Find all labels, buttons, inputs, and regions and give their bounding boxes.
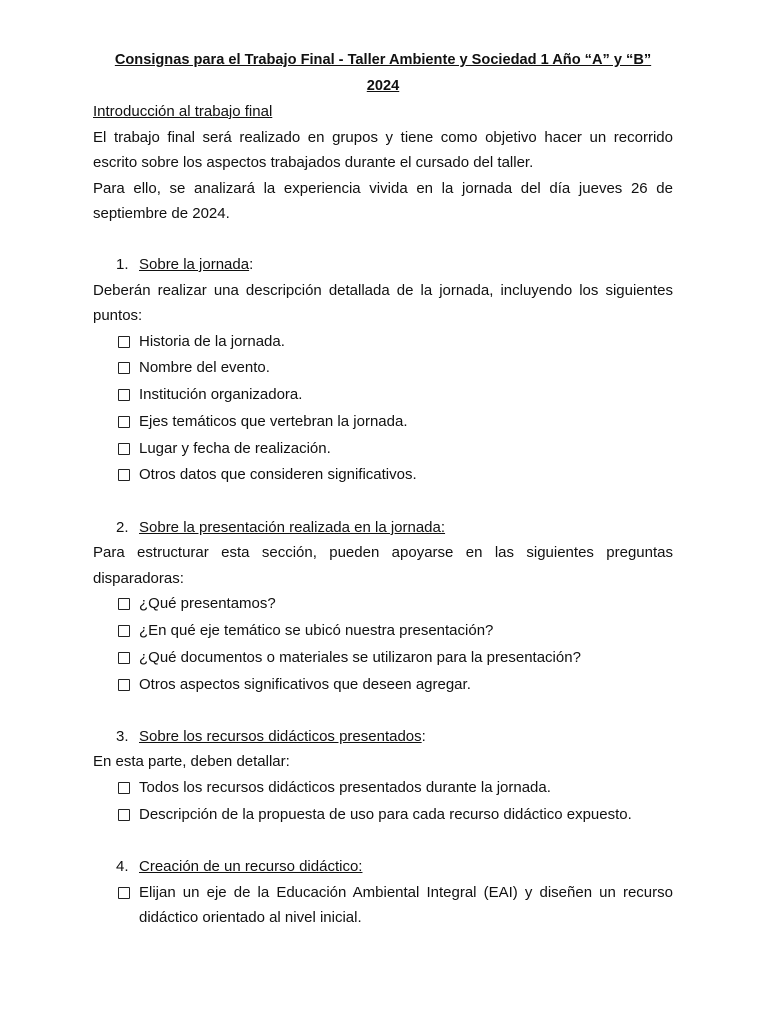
checkbox-icon[interactable] (118, 679, 130, 691)
section-heading-text: Sobre la jornada (139, 256, 250, 273)
section-4 (93, 854, 673, 931)
list-item (93, 775, 673, 801)
list-item (93, 672, 673, 698)
list-item-text: ¿Qué presentamos? (139, 595, 276, 613)
intro-paragraph-2: Para ello, se analizará la experiencia vivida en la jornada del día jueves 26 de septiembre de 2024. (93, 179, 673, 222)
checklist (93, 591, 673, 697)
checklist (93, 880, 673, 931)
section-number: 3. (116, 727, 129, 745)
list-item (93, 645, 673, 671)
section-3 (93, 724, 673, 827)
list-item (93, 462, 673, 488)
checklist (93, 775, 673, 827)
section-heading-text: Sobre la presentación realizada en la jornada: (139, 518, 446, 536)
list-item-text: Lugar y fecha de realización. (139, 439, 331, 457)
section-heading-suffix: : (249, 256, 254, 273)
checkbox-icon[interactable] (118, 598, 130, 610)
list-item (93, 591, 673, 617)
list-item (93, 409, 673, 435)
spacer (93, 227, 673, 253)
list-item-text: Descripción de la propuesta de uso para cada recurso didáctico expuesto. (139, 805, 632, 823)
list-item (93, 880, 673, 931)
list-item-text: Institución organizadora. (139, 386, 303, 404)
section-lead: En esta parte, deben detallar: (93, 753, 290, 771)
list-item (93, 355, 673, 381)
checklist (93, 329, 673, 488)
section-number: 4. (116, 858, 129, 876)
list-item-text: Ejes temáticos que vertebran la jornada. (139, 412, 408, 430)
list-item (93, 382, 673, 408)
checkbox-icon[interactable] (118, 652, 130, 664)
section-number: 2. (116, 518, 129, 536)
list-item (93, 802, 673, 828)
checkbox-icon[interactable] (118, 809, 130, 821)
section-heading-text: Sobre los recursos didácticos presentados (139, 727, 422, 745)
list-item-text: ¿En qué eje temático se ubicó nuestra presentación? (139, 622, 494, 640)
section-heading (93, 252, 673, 278)
list-item-text: Historia de la jornada. (139, 332, 285, 350)
list-item (93, 436, 673, 462)
section-heading (93, 515, 673, 541)
section-lead: Para estructurar esta sección, pueden apoyarse en las siguientes preguntas disparadoras: (93, 544, 673, 587)
list-item-text: Elijan un eje de la Educación Ambiental Integral (EAI) y diseñen un recurso didáctico orientado al nivel inicial. (139, 883, 673, 927)
list-item (93, 618, 673, 644)
checkbox-icon[interactable] (118, 469, 130, 481)
checkbox-icon[interactable] (118, 336, 130, 348)
document-title-line-2: 2024 (366, 77, 400, 94)
list-item-text: Todos los recursos didácticos presentados durante la jornada. (139, 778, 551, 796)
list-item-text: Nombre del evento. (139, 359, 270, 377)
document-title-line-1: Consignas para el Trabajo Final - Taller Ambiente y Sociedad 1 Año “A” y “B” (114, 52, 652, 68)
spacer (93, 829, 673, 855)
checkbox-icon[interactable] (118, 782, 130, 794)
section-heading-text: Creación de un recurso didáctico: (139, 858, 363, 876)
section-heading-suffix: : (421, 727, 426, 745)
checkbox-icon[interactable] (118, 887, 130, 899)
intro-heading-text: Introducción al trabajo final (93, 103, 273, 120)
list-item-text: Otros aspectos significativos que deseen agregar. (139, 675, 471, 693)
intro-heading (93, 99, 673, 125)
document-page (93, 48, 673, 932)
spacer (93, 698, 673, 724)
checkbox-icon[interactable] (118, 362, 130, 374)
checkbox-icon[interactable] (118, 625, 130, 637)
section-heading (93, 724, 673, 750)
section-heading (93, 854, 673, 880)
section-1 (93, 252, 673, 488)
section-2 (93, 515, 673, 697)
section-number: 1. (116, 256, 129, 273)
checkbox-icon[interactable] (118, 389, 130, 401)
checkbox-icon[interactable] (118, 443, 130, 455)
list-item-text: ¿Qué documentos o materiales se utilizaron para la presentación? (139, 648, 581, 666)
list-item (93, 329, 673, 355)
checkbox-icon[interactable] (118, 416, 130, 428)
spacer (93, 489, 673, 515)
intro-paragraph-1: El trabajo final será realizado en grupos y tiene como objetivo hacer un recorrido escrito sobre los aspectos trabajados durante el cursado del taller. (93, 128, 673, 171)
section-lead: Deberán realizar una descripción detallada de la jornada, incluyendo los siguientes puntos: (93, 281, 673, 324)
list-item-text: Otros datos que consideren significativos. (139, 466, 417, 484)
